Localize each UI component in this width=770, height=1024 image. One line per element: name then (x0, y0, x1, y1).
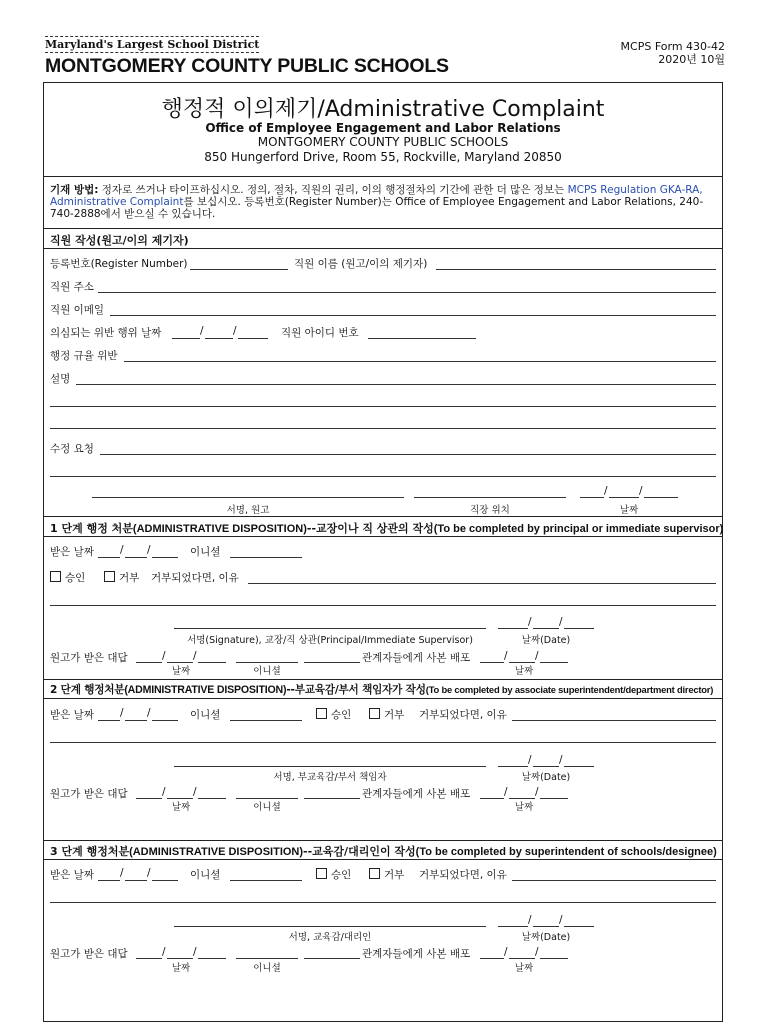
step2-approve-checkbox[interactable] (316, 708, 327, 719)
step3-received-year[interactable] (152, 880, 178, 881)
step2-reason-field[interactable] (512, 720, 716, 721)
step2-received-year[interactable] (152, 720, 178, 721)
step3-received-day[interactable] (125, 880, 147, 881)
step3-response-month[interactable] (136, 958, 162, 959)
address-label: 직원 주소 (50, 281, 94, 293)
step3-approve-label: 승인 (331, 869, 352, 881)
correction-field-line[interactable] (50, 476, 716, 477)
step1-date-caption: 날짜(Date) (521, 635, 571, 646)
step1-sign-year[interactable] (564, 628, 594, 629)
instructions-text: 정자로 쓰거나 타이프하십시오. 정의, 절차, 직원의 권리, 이의 행정절차의 기간에 관한 더 많은 정보는 (98, 184, 568, 196)
step1-deny-label: 거부 (119, 572, 140, 584)
divider (44, 840, 722, 841)
explanation-field[interactable] (76, 384, 716, 385)
step2-approve-label: 승인 (331, 709, 352, 721)
divider (44, 859, 722, 860)
step2-signature-field[interactable] (174, 766, 486, 767)
email-label: 직원 이메일 (50, 304, 105, 316)
register-number-field[interactable] (190, 269, 288, 270)
employee-name-label: 직원 이름 (원고/이의 제기자) (294, 258, 428, 270)
step3-copies-month[interactable] (480, 958, 504, 959)
step2-received-month[interactable] (98, 720, 120, 721)
step3-signature-field[interactable] (174, 926, 486, 927)
step3-signature-caption: 서명, 교육감/대리인 (288, 932, 372, 943)
step2-initials-field[interactable] (230, 720, 302, 721)
step2-sign-year[interactable] (564, 766, 594, 767)
step2-received-label: 받은 날짜 (50, 709, 94, 721)
instructions-text-2: 를 보십시오. 등록번호(Register Number)는 Office of Employee Engagement and Labor Relations, 240-740-2888에서 받으실 수 있습니다. (50, 196, 704, 220)
step2-copies-field[interactable] (304, 798, 360, 799)
step2-deny-label: 거부 (384, 709, 405, 721)
step2-received-day[interactable] (125, 720, 147, 721)
divider (44, 698, 722, 699)
step3-deny-checkbox[interactable] (369, 868, 380, 879)
violation-day-field[interactable] (205, 338, 233, 339)
step3-received-month[interactable] (98, 880, 120, 881)
organization-name: MONTGOMERY COUNTY PUBLIC SCHOOLS (45, 55, 449, 77)
step2-signature-caption: 서명, 부교육감/부서 책임자 (273, 772, 387, 783)
step2-sign-month[interactable] (498, 766, 528, 767)
step1-reason-label: 거부되었다면, 이유 (151, 572, 239, 584)
step3-copies-field[interactable] (304, 958, 360, 959)
step2-date-caption: 날짜(Date) (521, 772, 571, 783)
step1-reason-field-line[interactable] (50, 605, 716, 606)
district-tagline: Maryland's Largest School District (45, 38, 260, 51)
step3-response-day[interactable] (167, 958, 193, 959)
divider (44, 228, 722, 229)
step3-response-initials[interactable] (236, 958, 298, 959)
sign-year-field[interactable] (644, 497, 678, 498)
step1-heading: 1 단계 행정 처분(ADMINISTRATIVE DISPOSITION)--교장이나 직 상관의 작성(To be completed by principal or immediate supervisor) (50, 522, 724, 535)
step2-deny-checkbox[interactable] (369, 708, 380, 719)
step1-approve-label: 승인 (65, 572, 86, 584)
step3-response-year[interactable] (198, 958, 226, 959)
step3-reason-field-line[interactable] (50, 902, 716, 903)
correction-field[interactable] (100, 454, 716, 455)
step2-reason-label: 거부되었다면, 이유 (419, 709, 507, 721)
address-field[interactable] (98, 292, 716, 293)
step2-initials-label: 이니셜 (190, 709, 221, 721)
explanation-label: 설명 (50, 373, 71, 385)
employee-name-field[interactable] (436, 269, 716, 270)
divider (44, 248, 722, 249)
step3-heading: 3 단계 행정처분(ADMINISTRATIVE DISPOSITION)--교육감/대리인이 작성(To be completed by superintendent of schools/designee) (50, 845, 717, 858)
form-number: MCPS Form 430-42 (620, 40, 725, 53)
explanation-field-line[interactable] (50, 428, 716, 429)
step1-response-date-caption: 날짜 (171, 666, 191, 677)
office-name: Office of Employee Engagement and Labor Relations (205, 121, 561, 135)
step2-copies-label: 관계자들에게 사본 배포 (362, 788, 471, 800)
step2-reason-field-line[interactable] (50, 742, 716, 743)
step1-initials-label: 이니셜 (190, 546, 221, 558)
form-date: 2020년 10월 (658, 53, 725, 66)
step1-deny-checkbox[interactable] (104, 571, 115, 582)
divider (44, 516, 722, 517)
instructions-label: 기재 방법: (50, 184, 99, 196)
step1-copies-date-caption: 날짜 (514, 666, 534, 677)
form-number-block (621, 40, 725, 66)
regulation-link[interactable]: MCPS Regulation GKA-RA, Administrative Complaint (50, 184, 703, 208)
office-org: MONTGOMERY COUNTY PUBLIC SCHOOLS (257, 135, 509, 149)
explanation-field-line[interactable] (50, 406, 716, 407)
step1-copies-field[interactable] (304, 662, 360, 663)
step2-heading: 2 단계 행정처분(ADMINISTRATIVE DISPOSITION)--부교육감/부서 책임자가 작성(To be completed by associate superintendent/department director) (50, 684, 714, 696)
employee-id-field[interactable] (368, 338, 476, 339)
step3-response-label: 원고가 받은 대답 (50, 948, 128, 960)
step1-response-label: 원고가 받은 대답 (50, 652, 128, 664)
divider (44, 679, 722, 680)
complainant-signature-field[interactable] (92, 497, 404, 498)
instructions (50, 184, 714, 220)
step3-copies-date-caption: 날짜 (514, 963, 534, 974)
step1-received-day[interactable] (125, 557, 147, 558)
step3-sign-day[interactable] (533, 926, 559, 927)
step2-initials-caption: 이니셜 (253, 802, 281, 813)
sign-day-field[interactable] (609, 497, 639, 498)
step3-initials-field[interactable] (230, 880, 302, 881)
correction-label: 수정 요청 (50, 443, 94, 455)
step1-sign-month[interactable] (498, 628, 528, 629)
step1-initials-field[interactable] (230, 557, 302, 558)
violation-date-label: 의심되는 위반 행위 날짜 (50, 327, 162, 339)
step3-response-date-caption: 날짜 (171, 963, 191, 974)
step3-copies-day[interactable] (509, 958, 535, 959)
regulation-field[interactable] (124, 361, 716, 362)
step1-reason-field[interactable] (248, 583, 716, 584)
step1-copies-label: 관계자들에게 사본 배포 (362, 652, 471, 664)
step1-sign-day[interactable] (533, 628, 559, 629)
step3-copies-label: 관계자들에게 사본 배포 (362, 948, 471, 960)
step2-copies-date-caption: 날짜 (514, 802, 534, 813)
step3-deny-label: 거부 (384, 869, 405, 881)
step3-reason-label: 거부되었다면, 이유 (419, 869, 507, 881)
work-location-field[interactable] (414, 497, 566, 498)
step3-copies-year[interactable] (540, 958, 568, 959)
email-field[interactable] (110, 315, 716, 316)
step3-sign-year[interactable] (564, 926, 594, 927)
step2-sign-day[interactable] (533, 766, 559, 767)
employee-section-heading: 직원 작성(원고/이의 제기자) (50, 234, 189, 247)
step3-sign-month[interactable] (498, 926, 528, 927)
step3-reason-field[interactable] (512, 880, 716, 881)
signature-caption: 서명, 원고 (226, 505, 270, 516)
page-title: 행정적 이의제기/Administrative Complaint (161, 97, 605, 122)
divider (44, 176, 722, 177)
step1-received-year[interactable] (152, 557, 178, 558)
step1-signature-caption: 서명(Signature), 교장/직 상관(Principal/Immediate Supervisor) (187, 635, 473, 646)
sign-month-field[interactable] (580, 497, 604, 498)
office-address: 850 Hungerford Drive, Room 55, Rockville, Maryland 20850 (204, 150, 562, 164)
violation-month-field[interactable] (172, 338, 200, 339)
work-location-caption: 직장 위치 (470, 505, 510, 516)
date-caption: 날짜 (619, 505, 639, 516)
step1-approve-checkbox[interactable] (50, 571, 61, 582)
violation-year-field[interactable] (238, 338, 268, 339)
step1-received-label: 받은 날짜 (50, 546, 94, 558)
step2-response-label: 원고가 받은 대답 (50, 788, 128, 800)
divider (44, 536, 722, 537)
step3-initials-label: 이니셜 (190, 869, 221, 881)
employee-id-label: 직원 아이디 번호 (281, 327, 359, 339)
step2-response-date-caption: 날짜 (171, 802, 191, 813)
step3-received-label: 받은 날짜 (50, 869, 94, 881)
step3-date-caption: 날짜(Date) (521, 932, 571, 943)
register-number-label: 등록번호(Register Number) (50, 258, 188, 270)
regulation-label: 행정 규율 위반 (50, 350, 118, 362)
step1-initials-caption: 이니셜 (253, 666, 281, 677)
step3-approve-checkbox[interactable] (316, 868, 327, 879)
step1-signature-field[interactable] (174, 628, 486, 629)
step3-initials-caption: 이니셜 (253, 963, 281, 974)
step1-received-month[interactable] (98, 557, 120, 558)
